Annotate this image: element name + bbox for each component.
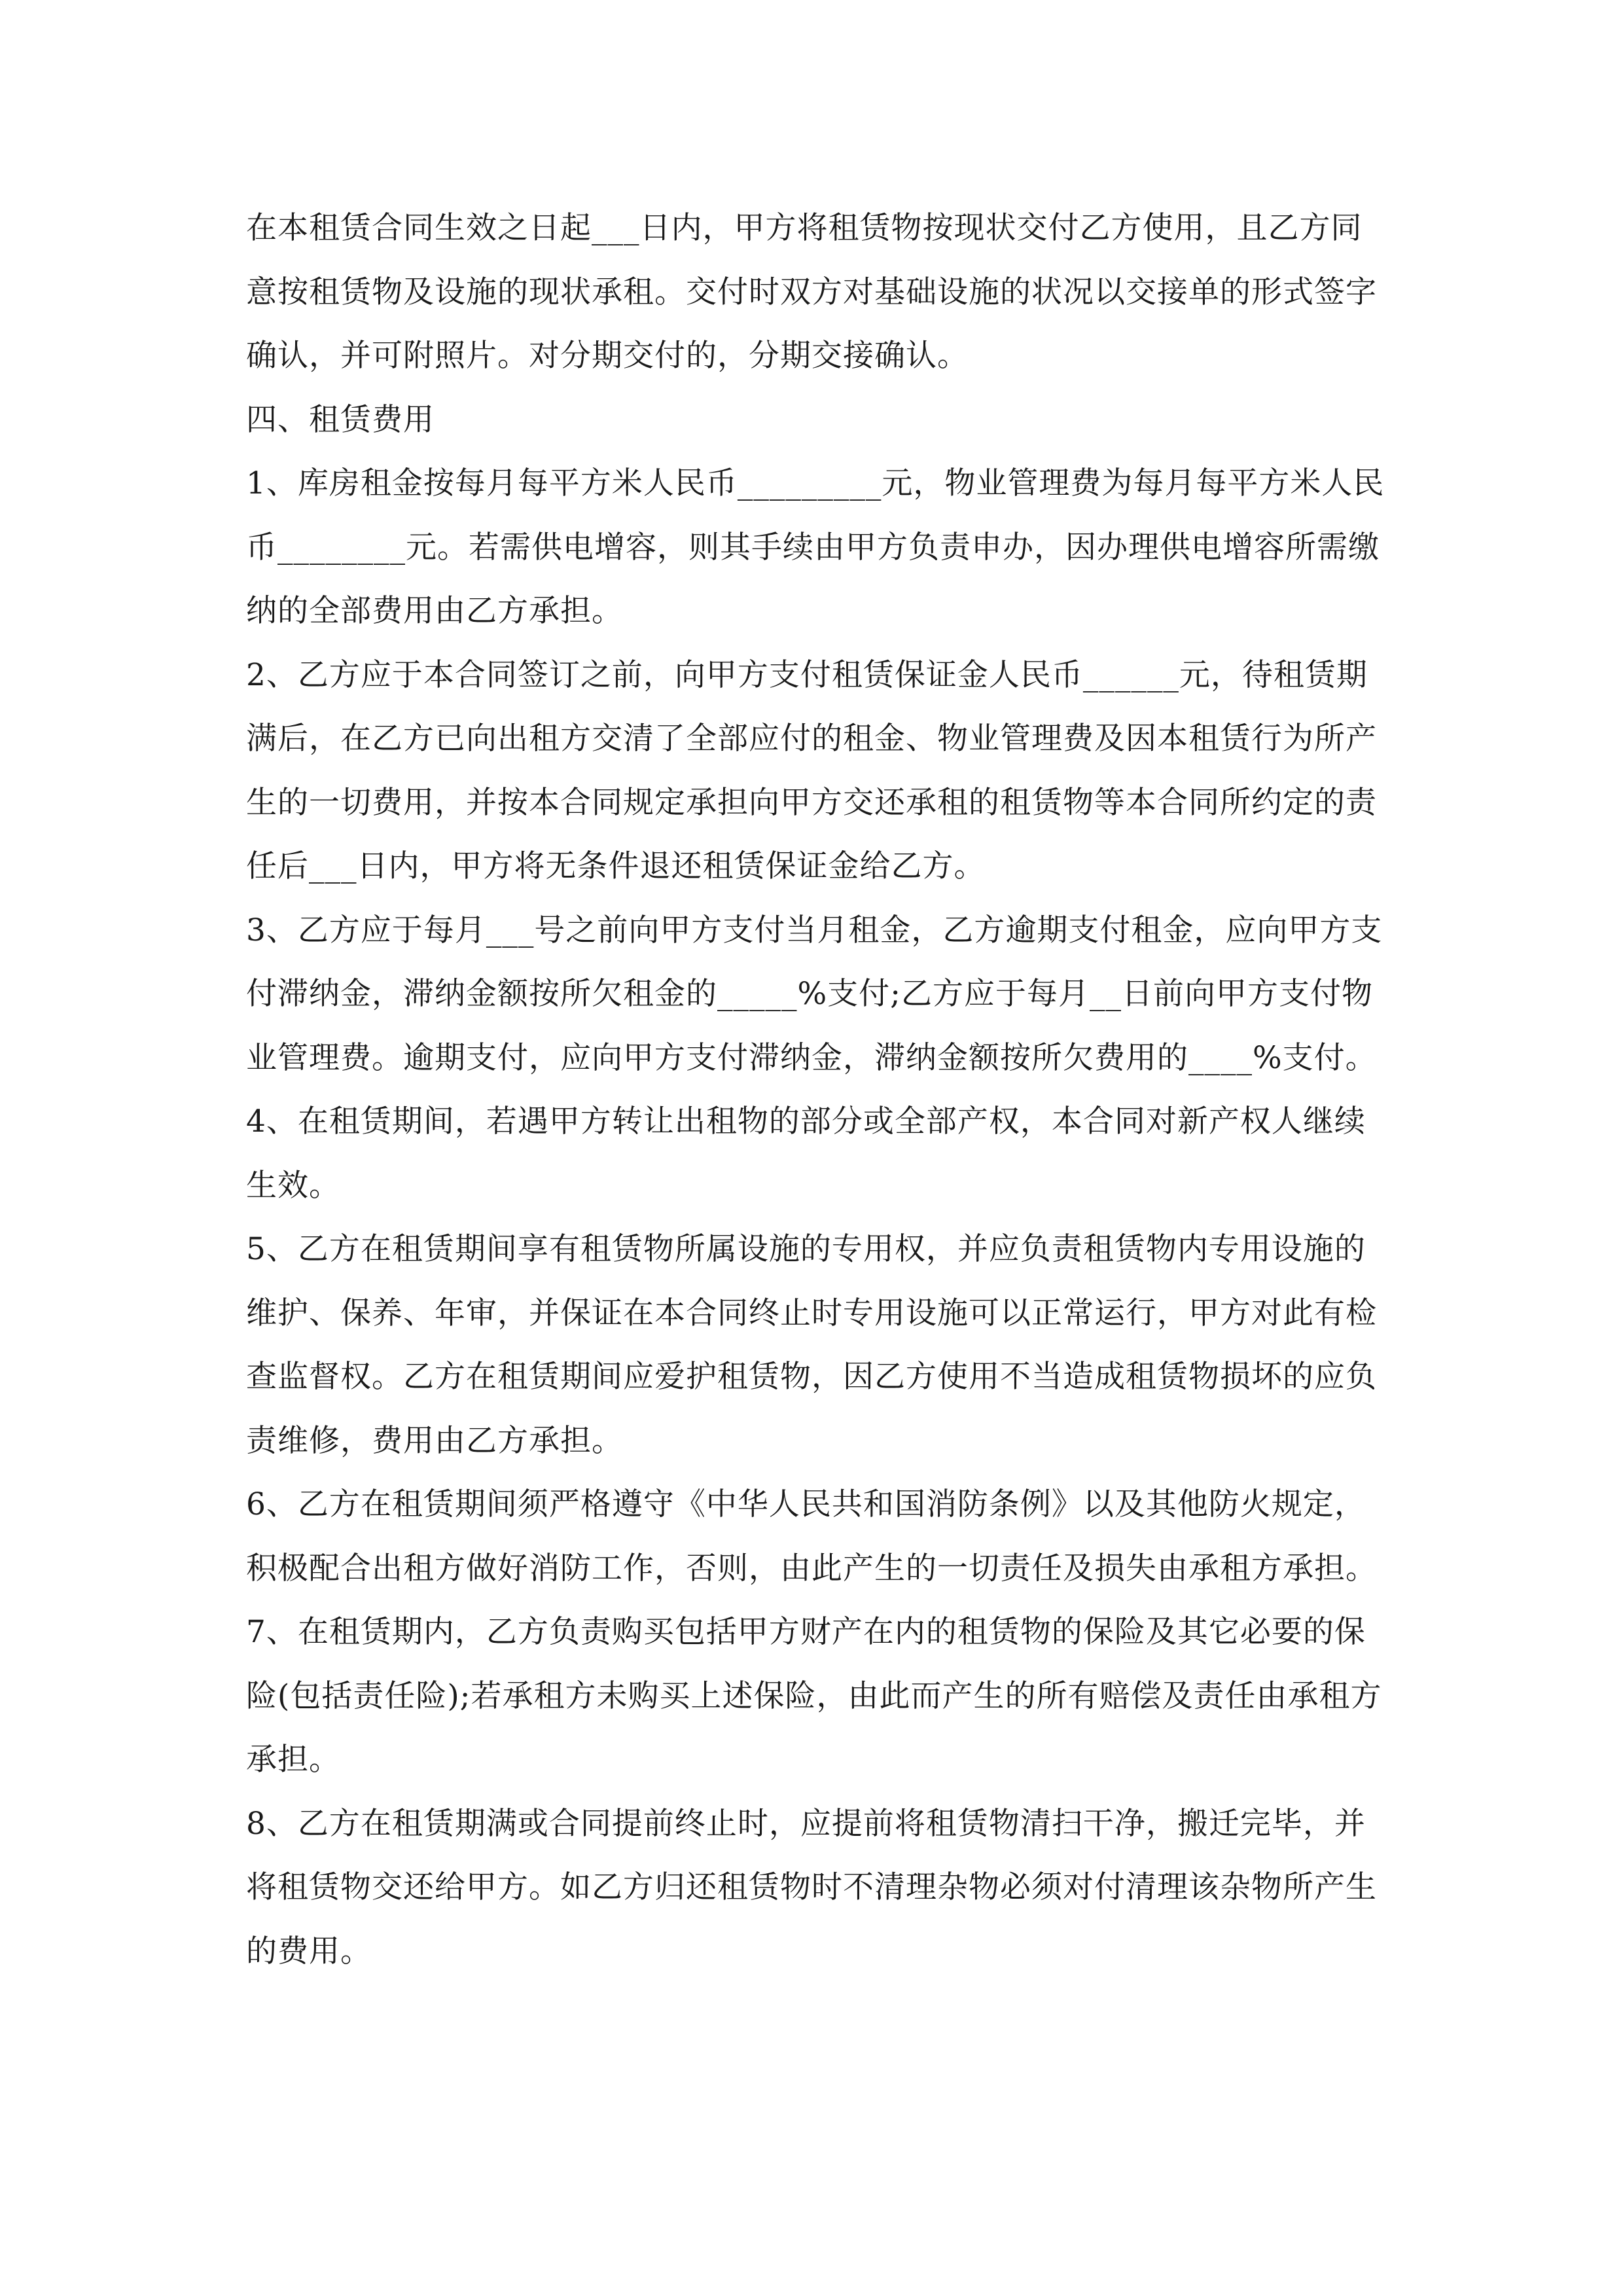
clause-8: 8、乙方在租赁期满或合同提前终止时，应提前将租赁物清扫干净，搬迁完毕，并将租赁物交还给甲方。如乙方归还租赁物时不清理杂物必须对付清理该杂物所产生的费用。 <box>246 1805 1377 1969</box>
clause-4: 4、在租赁期间，若遇甲方转让出租物的部分或全部产权，本合同对新产权人继续生效。 <box>246 1103 1366 1204</box>
clause-3: 3、乙方应于每月___号之前向甲方支付当月租金，乙方逾期支付租金，应向甲方支付滞纳金，滞纳金额按所欠租金的_____%支付;乙方应于每月__日前向甲方支付物业管理费。逾期支付，应向甲方支付滞纳金，滞纳金额按所欠费用的____%支付。 <box>246 912 1383 1076</box>
clause-5: 5、乙方在租赁期间享有租赁物所属设施的专用权，并应负责租赁物内专用设施的维护、保养、年审，并保证在本合同终止时专用设施可以正常运行，甲方对此有检查监督权。乙方在租赁期间应爱护租赁物，因乙方使用不当造成租赁物损坏的应负责维修，费用由乙方承担。 <box>246 1231 1377 1459</box>
clause-7: 7、在租赁期内，乙方负责购买包括甲方财产在内的租赁物的保险及其它必要的保险(包括责任险);若承租方未购买上述保险，由此而产生的所有赔偿及责任由承租方承担。 <box>246 1614 1382 1778</box>
document-body <box>246 196 1385 1983</box>
clause-6: 6、乙方在租赁期间须严格遵守《中华人民共和国消防条例》以及其他防火规定，积极配合出租方做好消防工作，否则，由此产生的一切责任及损失由承租方承担。 <box>246 1486 1377 1587</box>
clause-1: 1、库房租金按每月每平方米人民币_________元，物业管理费为每月每平方米人民币________元。若需供电增容，则其手续由甲方负责申办，因办理供电增容所需缴纳的全部费用由乙方承担。 <box>246 465 1385 629</box>
clause-2: 2、乙方应于本合同签订之前，向甲方支付租赁保证金人民币______元，待租赁期满后，在乙方已向出租方交清了全部应付的租金、物业管理费及因本租赁行为所产生的一切费用，并按本合同规定承担向甲方交还承租的租赁物等本合同所约定的责任后___日内，甲方将无条件退还租赁保证金给乙方。 <box>246 656 1377 884</box>
intro-paragraph: 在本租赁合同生效之日起___日内，甲方将租赁物按现状交付乙方使用，且乙方同意按租赁物及设施的现状承租。交付时双方对基础设施的状况以交接单的形式签字确认，并可附照片。对分期交付的，分期交接确认。 <box>246 210 1377 374</box>
section-heading: 四、租赁费用 <box>246 401 435 438</box>
